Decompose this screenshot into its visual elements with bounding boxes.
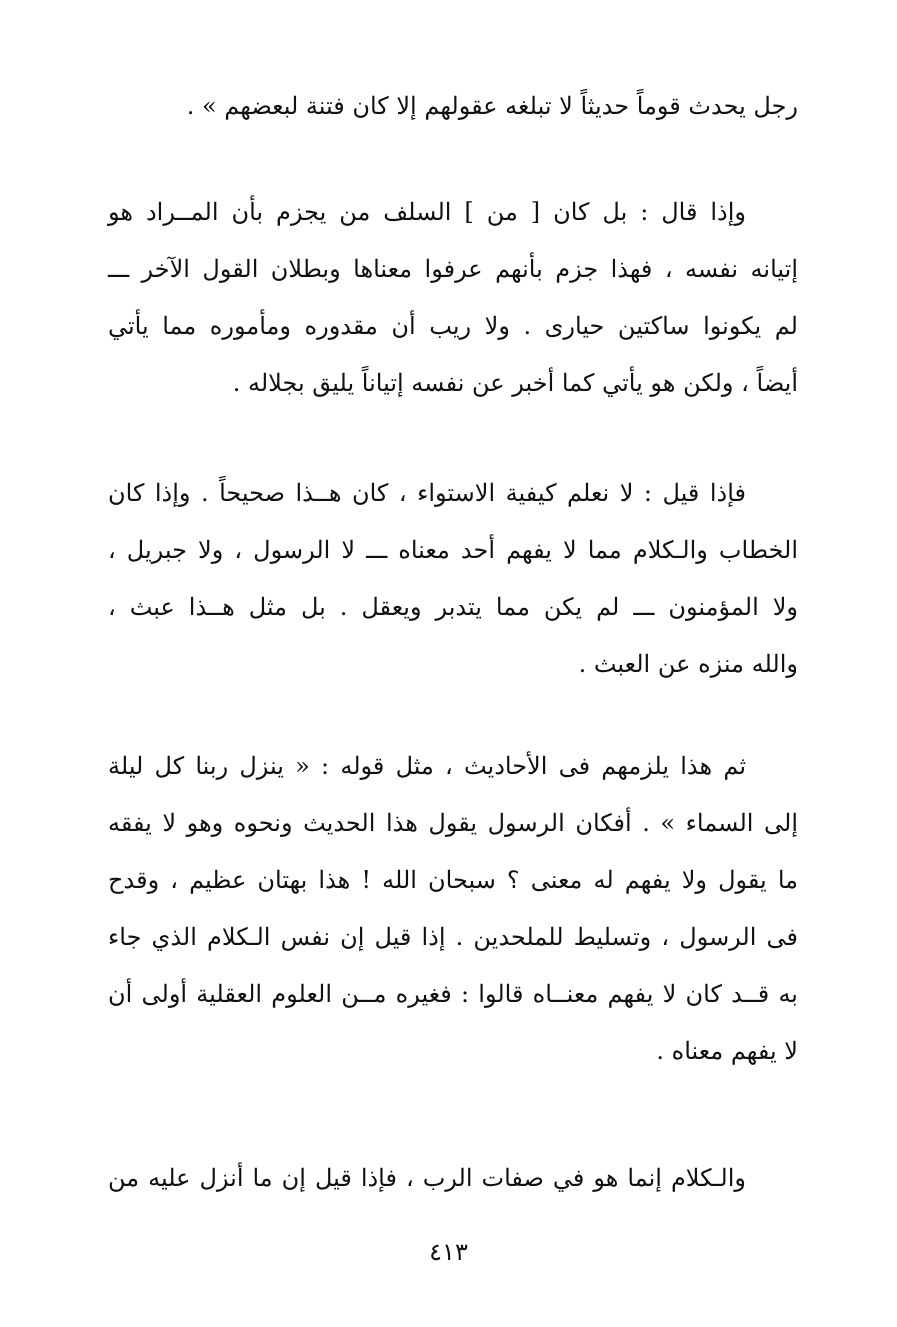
page-number: ٤١٣ (429, 1238, 468, 1266)
paragraph (108, 184, 798, 412)
text-line: والله منزه عن العبث . (578, 650, 798, 678)
text-line: ثم هذا يلزمهم فى الأحاديث ، مثل قوله : « ينزل ربنا كل ليلة (108, 752, 746, 780)
text-line: أيضاً ، ولكن هو يأتي كما أخبر عن نفسه إتياناً يليق بجلاله . (232, 369, 798, 397)
text-line: والـكلام إنما هو في صفات الرب ، فإذا قيل إن ما أنزل عليه من (108, 1164, 746, 1192)
paragraph-continuation (108, 78, 798, 135)
paragraph (108, 738, 798, 1080)
text-line: إتيانه نفسه ، فهذا جزم بأنهم عرفوا معناها وبطلان القول الآخر ـــ (108, 255, 798, 283)
paragraph (108, 465, 798, 693)
text-line: ما يقول ولا يفهم له معنى ؟ سبحان الله ! هذا بهتان عظيم ، وقدح (108, 866, 798, 894)
text-line: إلى السماء » . أفكان الرسول يقول هذا الحديث ونحوه وهو لا يفقه (108, 809, 798, 837)
text-line: وإذا قال : بل كان [ من ] السلف من يجزم بأن المــراد هو (108, 198, 746, 226)
text-line: به قــد كان لا يفهم معنــاه قالوا : فغيره مــن العلوم العقلية أولى أن (108, 980, 798, 1008)
text-line: فى الرسول ، وتسليط للملحدين . إذا قيل إن نفس الـكلام الذي جاء (108, 923, 798, 951)
text-line: الخطاب والـكلام مما لا يفهم أحد معناه ـــ لا الرسول ، ولا جبريل ، (108, 536, 798, 564)
text-line: رجل يحدث قوماً حديثاً لا تبلغه عقولهم إلا كان فتنة لبعضهم » . (186, 92, 798, 120)
text-line: ولا المؤمنون ـــ لم يكن مما يتدبر ويعقل . بل مثل هــذا عبث ، (108, 593, 798, 621)
paragraph (108, 1150, 798, 1207)
text-line: لم يكونوا ساكتين حيارى . ولا ريب أن مقدوره ومأموره مما يأتي (108, 312, 798, 340)
text-line: لا يفهم معناه . (656, 1037, 798, 1065)
text-line: فإذا قيل : لا نعلم كيفية الاستواء ، كان هــذا صحيحاً . وإذا كان (108, 479, 746, 507)
